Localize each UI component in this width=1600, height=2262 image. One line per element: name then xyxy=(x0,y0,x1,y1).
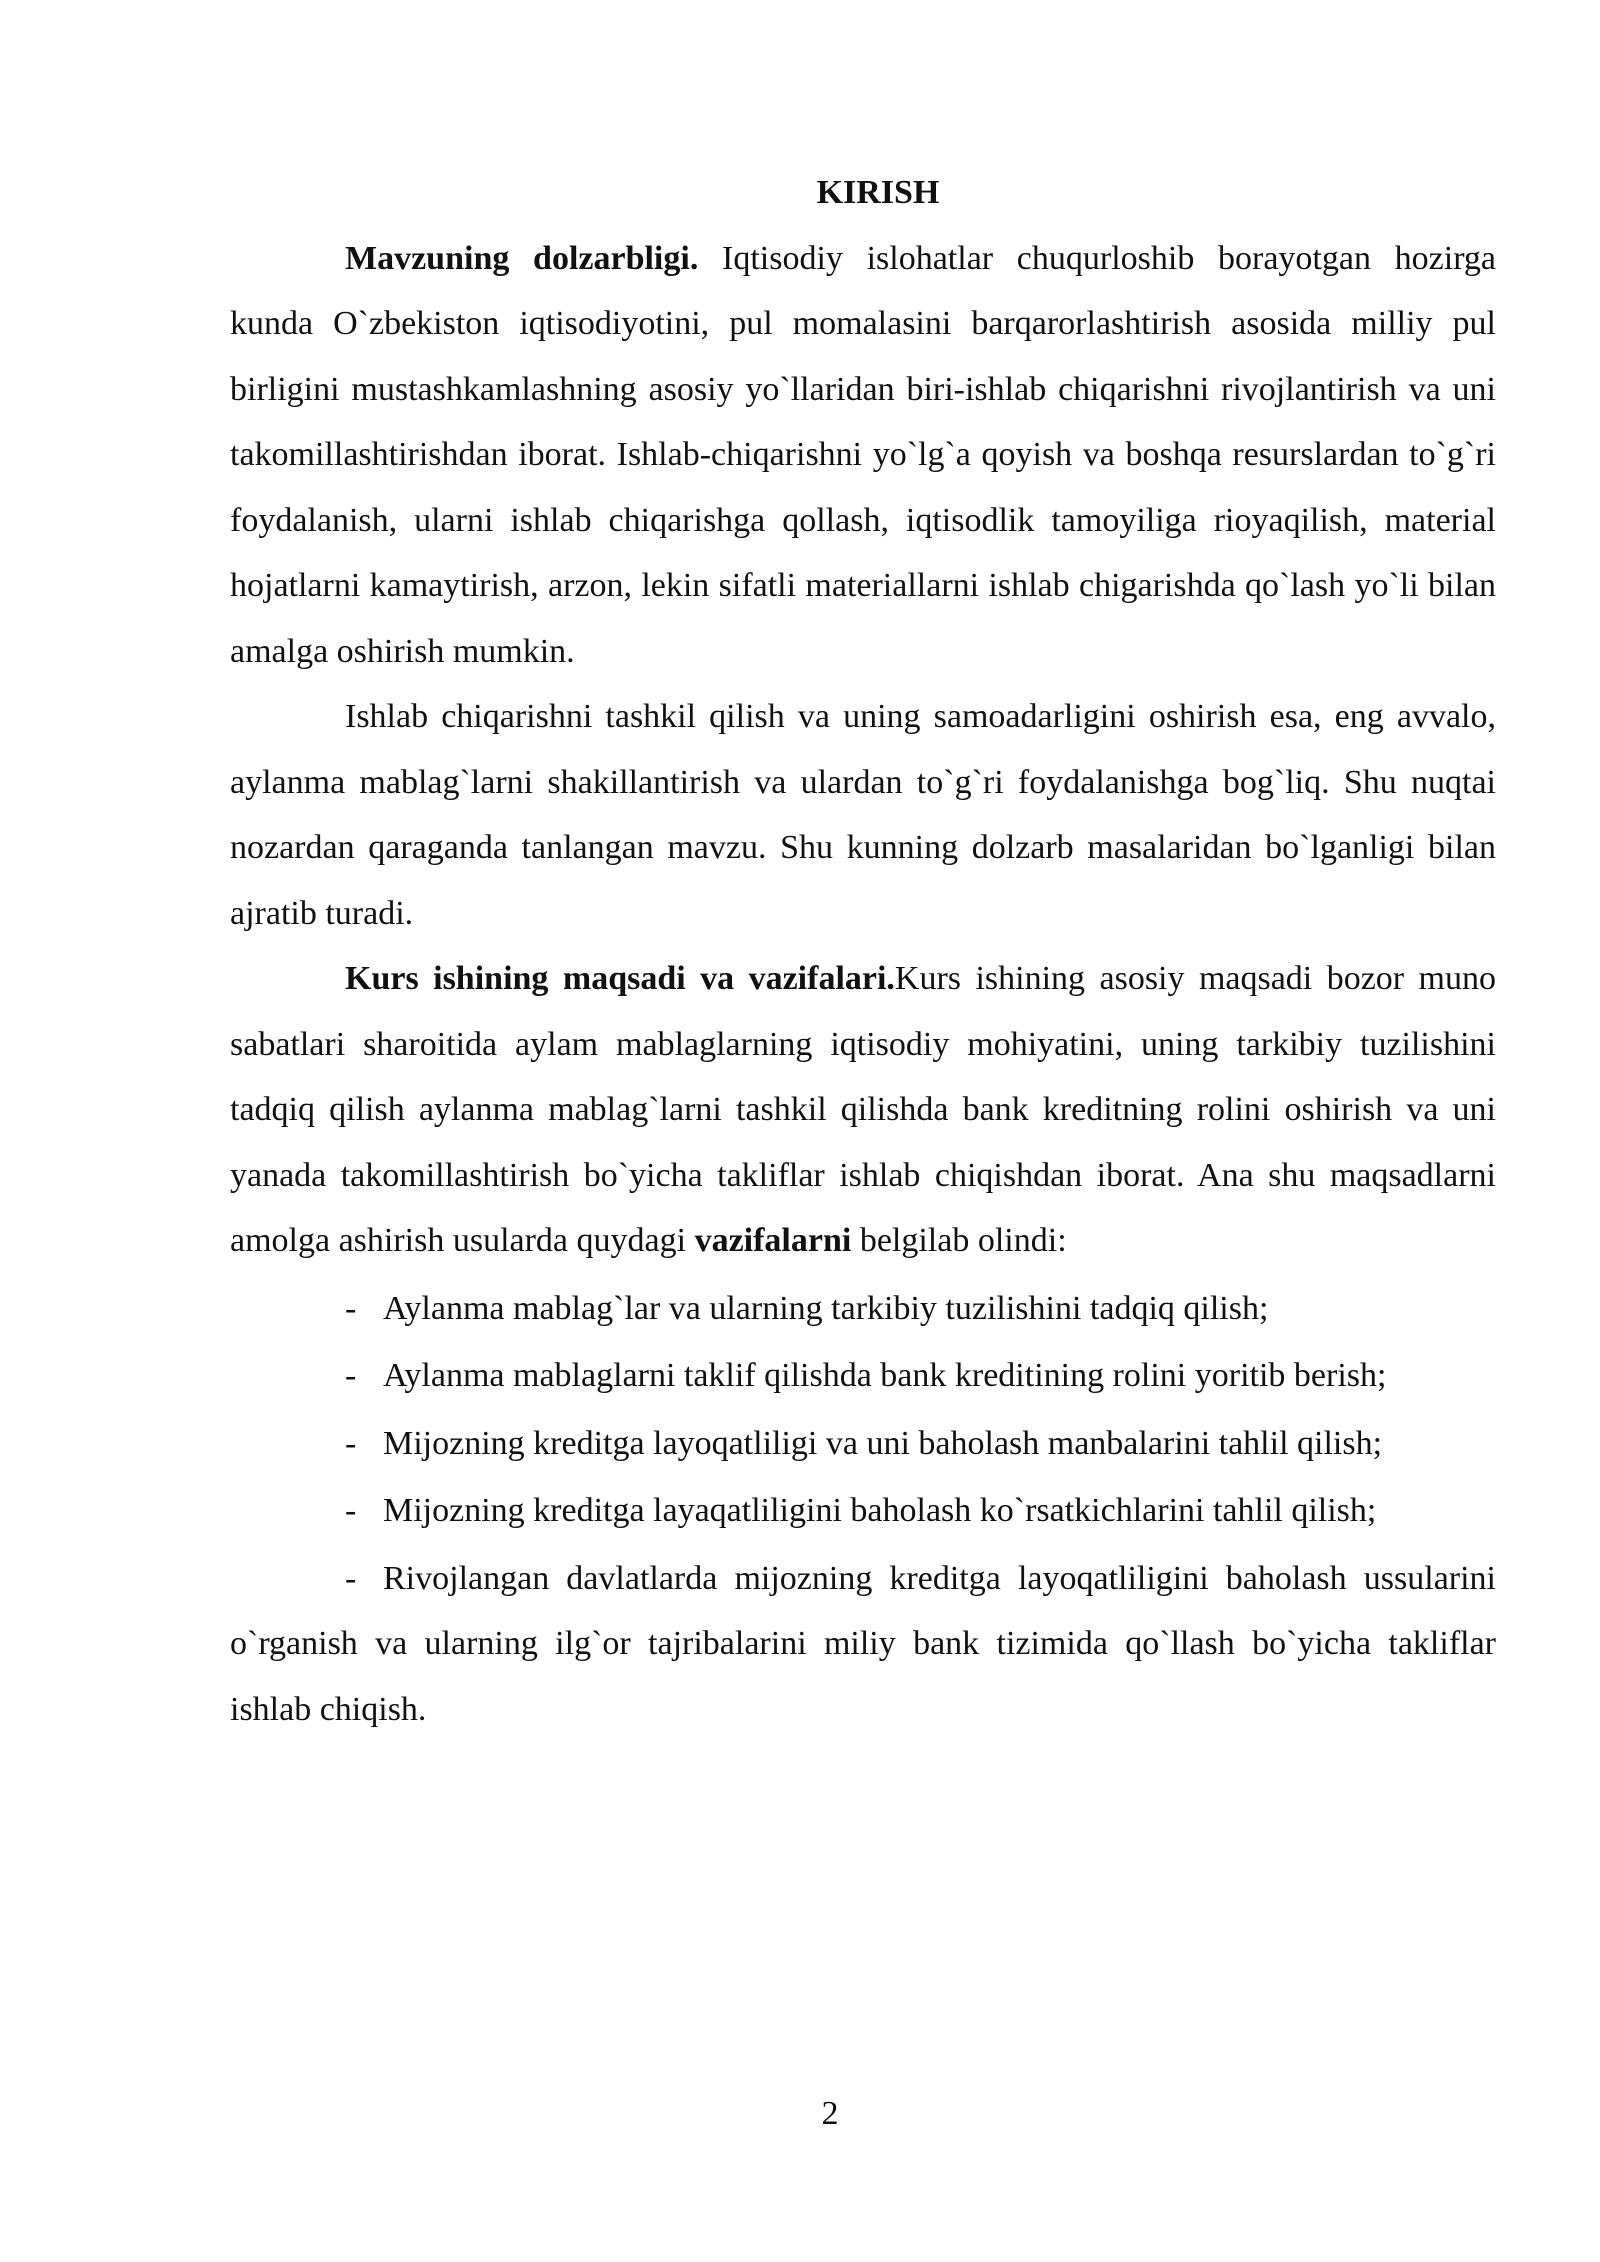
list-dash: - xyxy=(345,1424,357,1462)
task-text-4: Mijozning kreditga layaqatliligini baholash ko`rsatkichlarini tahlil qilish; xyxy=(383,1492,1377,1529)
task-item-3 xyxy=(230,1411,1496,1477)
tasks-keyword: vazifalarni xyxy=(694,1222,852,1259)
list-dash: - xyxy=(345,1492,357,1529)
task-item-2 xyxy=(230,1343,1496,1409)
task-text-3: Mijozning kreditga layoqatliligi va uni baholash manbalarini tahlil qilish; xyxy=(383,1424,1383,1462)
task-item-5 xyxy=(230,1546,1496,1743)
list-dash: - xyxy=(345,1289,357,1327)
goals-text-end: belgilab olindi: xyxy=(851,1222,1067,1259)
list-dash: - xyxy=(345,1357,357,1394)
paragraph-organization xyxy=(230,684,1496,946)
organization-text: Ishlab chiqarishni tashkil qilish va uning samoadarligini oshirish esa, eng avvalo, aylanma mablag`larni shakillantirish va ulardan to`g`ri foydalanishga bog`liq. Shu nuqtai nozardan qaraganda tanlangan mavzu. Shu kunning dolzarb masalaridan bo`lganligi bilan ajratib turadi. xyxy=(230,698,1496,932)
list-dash: - xyxy=(345,1559,357,1597)
task-item-4 xyxy=(230,1478,1496,1544)
paragraph-relevance xyxy=(230,226,1496,685)
page-title: KIRISH xyxy=(816,174,940,211)
page-number: 2 xyxy=(821,2095,839,2132)
document-page xyxy=(230,160,1496,1742)
paragraph-goals xyxy=(230,946,1496,1274)
task-item-1 xyxy=(230,1276,1496,1342)
task-text-5: Rivojlangan davlatlarda mijozning kreditga layoqatliligini baholash ussularini o`rganish va ularning ilg`or tajribalarini miliy bank tizimida qo`llash bo`yicha takliflar ishlab chiqish. xyxy=(230,1559,1496,1728)
task-text-2: Aylanma mablaglarni taklif qilishda bank kreditining rolini yoritib berish; xyxy=(383,1357,1387,1394)
task-text-1: Aylanma mablag`lar va ularning tarkibiy tuzilishini tadqiq qilish; xyxy=(383,1289,1269,1327)
relevance-text: Iqtisodiy islohatlar chuqurloshib borayotgan hozirga kunda O`zbekiston iqtisodiyotini, pul momalasini barqarorlashtirish asosida milliy pul birligini mustashkamlashning asosiy yo`llaridan biri-ishlab chiqarishni rivojlantirish va uni takomillashtirishdan iborat. Ishlab-chiqarishni yo`lg`a qoyish va boshqa resurslardan to`g`ri foydalanish, ularni ishlab chiqarishga qollash, iqtisodlik tamoyiliga rioyaqilish, material hojatlarni kamaytirish, arzon, lekin sifatli materiallarni ishlab chigarishda qo`lash yo`li bilan amalga oshirish mumkin. xyxy=(230,239,1496,670)
goals-text: Kurs ishining asosiy maqsadi bozor muno sabatlari sharoitida aylam mablaglarning iqtisodiy mohiyatini, uning tarkibiy tuzilishini tadqiq qilish aylanma mablag`larni tashkil qilishda bank kreditning rolini oshirish va uni yanada takomillashtirish bo`yicha takliflar ishlab chiqishdan iborat. Ana shu maqsadlarni amolga ashirish usularda quydagi xyxy=(230,960,1496,1259)
relevance-heading: Mavzuning dolzarbligi. xyxy=(345,239,699,277)
goals-heading: Kurs ishining maqsadi va vazifalari. xyxy=(345,960,895,997)
